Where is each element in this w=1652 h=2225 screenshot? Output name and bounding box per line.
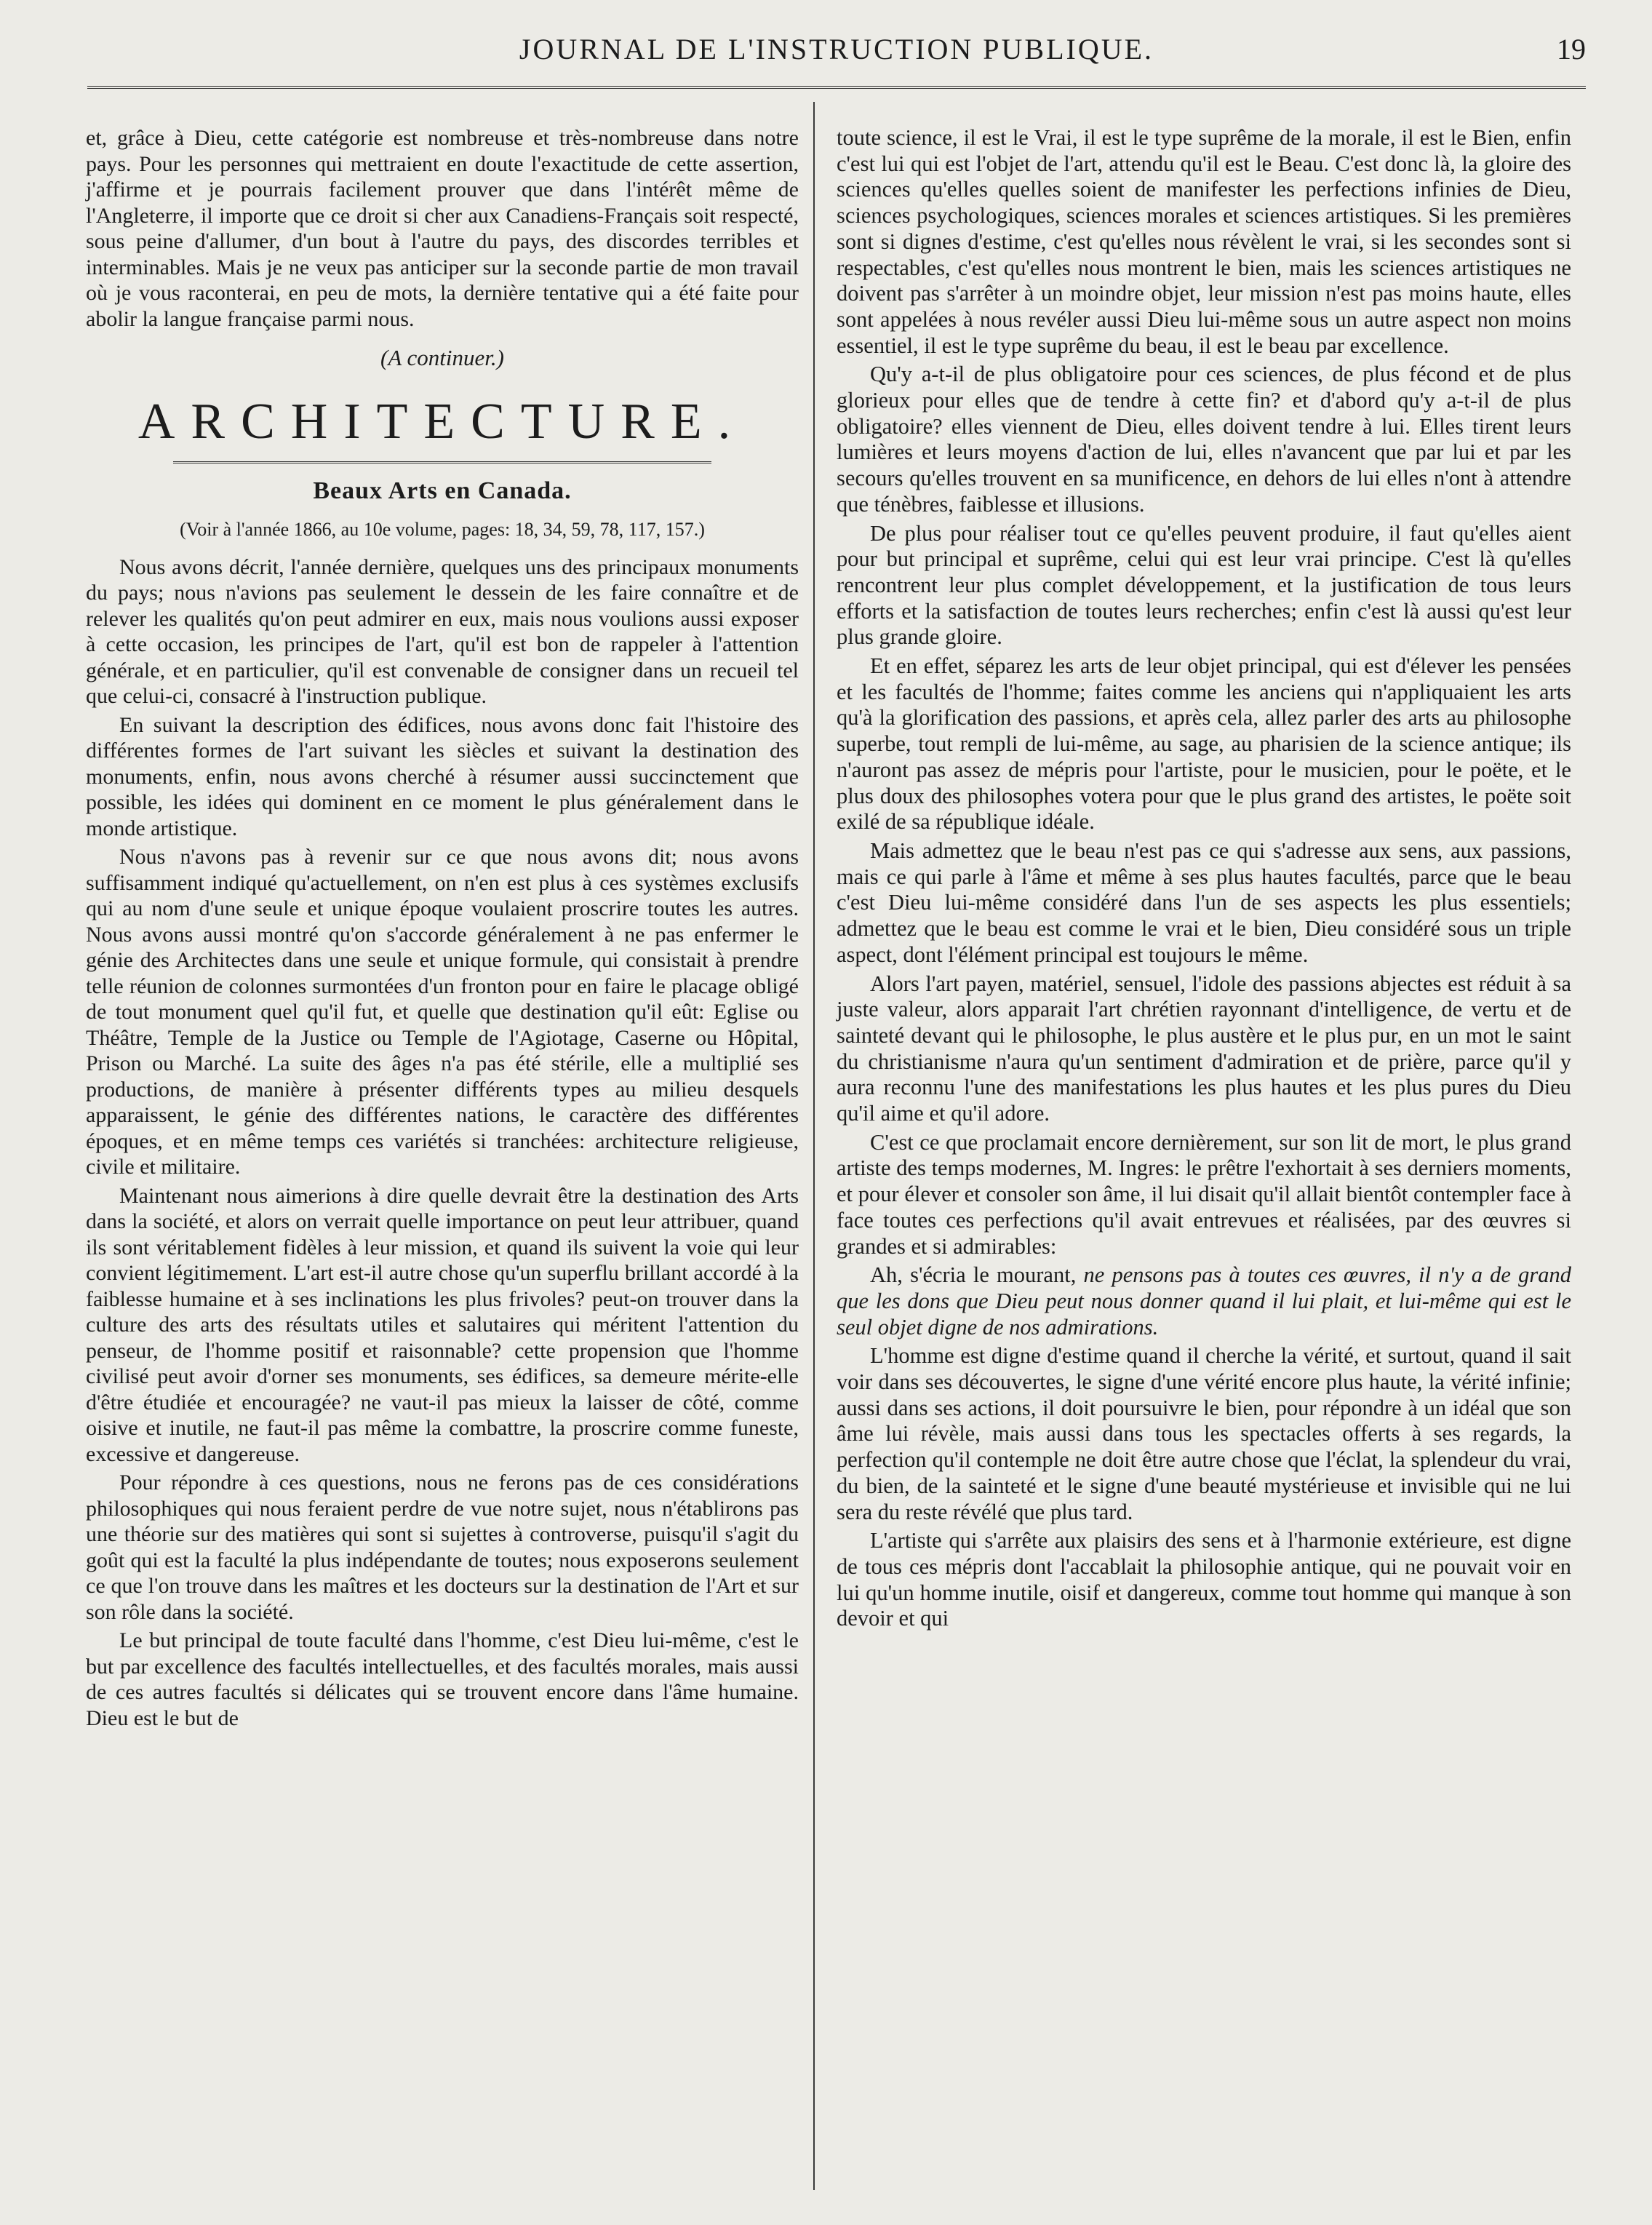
article-paragraph: Qu'y a-t-il de plus obligatoire pour ces sciences, de plus fécond et de plus glorieux pour elles que de tendre à cette fin? et d'abord qu'y a-t-il de plus obligatoire? elles viennent de Dieu, elles doivent tendre à lui. Elles tirent leurs lumières et leurs moyens d'action de lui, elles n'avancent que par lui et par les secours qu'elles trouvent en sa munificence, en dehors de lui elles n'ont à attendre que ténèbres, faiblesse et illusions. xyxy=(837,362,1571,517)
section-title: ARCHITECTURE. xyxy=(137,393,747,450)
continuation-note: (A continuer.) xyxy=(380,345,504,370)
quote-lead: Ah, s'écria le mourant, xyxy=(870,1262,1077,1288)
article-paragraph: Pour répondre à ces questions, nous ne ferons pas de ces considérations philosophiques qui nous feraient perdre de vue notre sujet, nous n'établirons pas une théorie sur des matières qui sont si sujettes à controverse, puisqu'il s'agit du goût qui est la faculté la plus indépendante de toutes; nous exposerons seulement ce que l'on trouve dans les maîtres et les docteurs sur la destination de l'Art et sur son rôle dans la société. xyxy=(86,1470,799,1624)
article-paragraph: Nous n'avons pas à revenir sur ce que nous avons dit; nous avons suffisamment indiqué qu'actuellement, on n'en est plus à ces systèmes exclusifs qui au nom d'une seule et unique époque voulaient proscrire toutes les autres. Nous avons aussi montré qu'on s'accorde généralement à ne pas enfermer le génie des Architectes dans une seule et unique formule, qui consistait à prendre telle réunion de colonnes surmontées d'un fronton pour en faire le placage obligé de tout monument quel qu'il fut, et quelle que destination qu'il eût: Eglise ou Théâtre, Temple de la Justice ou Temple de l'Agiotage, Caserne ou Hôpital, Prison ou Marché. La suite des âges n'a pas été stérile, elle a multiplié ses productions, de manière à présenter différents types au milieu desquels apparaissent, le génie des différentes nations, le caractère des différentes époques, et en même temps ces variétés si tranchées: architecture religieuse, civile et militaire. xyxy=(86,845,799,1179)
article-paragraph: L'artiste qui s'arrête aux plaisirs des sens et à l'harmonie extérieure, est digne de tous ces mépris dont l'accablait la philosophie antique, qui ne pouvait voir en lui qu'un homme inutile, oisif et dangereux, comme tout homme qui manque à son devoir et qui xyxy=(837,1528,1571,1631)
page-number: 19 xyxy=(1557,33,1586,65)
article-paragraph: toute science, il est le Vrai, il est le type suprême de la morale, il est le Bien, enfin c'est lui qui est l'objet de l'art, attendu qu'il est le Beau. C'est donc là, la gloire des sciences qu'elles quelles soient de manifester les perfections infinies de Dieu, sciences psychologiques, sciences morales et sciences artistiques. Si les premières sont si dignes d'estime, c'est qu'elles nous révèlent le vrai, si les secondes sont si respectables, c'est qu'elles nous montrent le bien, mais les sciences artistiques ne doivent pas s'arrêter à un moindre objet, leur mission n'est pas moins haute, elles sont appelées à nous revéler aussi Dieu lui-même sous un autre aspect non moins essentiel, il est le type suprême du beau, il est le beau par excellence. xyxy=(837,125,1571,358)
article-paragraph: De plus pour réaliser tout ce qu'elles peuvent produire, il faut qu'elles aient pour but principal et suprême, celui qui est leur vrai principe. C'est là qu'elles rencontrent leur plus complet développement, et la justification de tous leurs efforts et la satisfaction de toutes leurs recherches; enfin c'est là aussi qu'est leur plus grande gloire. xyxy=(837,520,1571,650)
quote-italic: ne pensons pas à toutes ces œuvres, il n'y a de grand que les dons que Dieu peut nous donner quand il lui plait, et lui-même qui est le seul objet digne de nos admirations. xyxy=(837,1262,1572,1340)
article-paragraph: C'est ce que proclamait encore dernièrement, sur son lit de mort, le plus grand artiste des temps modernes, M. Ingres: le prêtre l'exhortait à ses derniers moments, et pour élever et consoler son âme, il lui disait qu'il allait bientôt contempler face à face toutes ces perfections qu'il avait entrevues et réalisées, par des œuvres si grandes et si admirables: xyxy=(837,1129,1571,1259)
article-paragraph: Et en effet, séparez les arts de leur objet principal, qui est d'élever les pensées et les facultés de l'homme; faites comme les anciens qui n'appliquaient les arts qu'à la glorification des passions, et après cela, allez parler des arts au philosophe superbe, tout rempli de lui-même, au sage, au pharisien de la science antique; ils n'auront pas assez de mépris pour l'artiste, pour le musicien, pour le poëte, et le plus doux des philosophes votera pour que le plus grand des artistes, le poëte soit exilé de sa république idéale. xyxy=(837,653,1571,835)
article-paragraph: Nous avons décrit, l'année dernière, quelques uns des principaux monuments du pays; nous n'avions pas seulement le dessein de les faire connaître et de relever les qualités qu'on peut admirer en eux, mais nous voulions aussi exposer à cette occasion, les principes de l'art, qu'il est bon de rappeler à l'attention générale, et en particulier, qu'il est convenable de consigner dans un recueil tel que celui-ci, consacré à l'instruction publique. xyxy=(86,554,799,708)
article-paragraph: L'homme est digne d'estime quand il cherche la vérité, et surtout, quand il sait voir dans ses découvertes, le signe d'une vérité encore plus haute, la vérité infinie; aussi dans ses actions, il doit poursuivre le bien, pour répondre à un idéal que son âme lui révèle, mais aussi dans tous les spectacles offerts à ses regards, la perfection qu'il contemple ne doit être autre chose que l'éclat, la splendeur du vrai, du bien, de la sainteté et le signe d'une beauté mystérieuse et invisible qui ne lui sera du reste révélé que plus tard. xyxy=(837,1343,1571,1524)
article-paragraph: Maintenant nous aimerions à dire quelle devrait être la destination des Arts dans la société, et alors on verrait quelle importance on peut leur attribuer, quand ils sont véritablement fidèles à leur mission, et quand ils suivent la voie qui leur convient légitimement. L'art est-il autre chose qu'un superflu brillant accordé à la faiblesse humaine et à ses inclinations les plus frivoles? peut-on trouver dans la culture des arts des résultats utiles et salutaires qui méritent l'attention du penseur, de l'homme positif et raisonnable? cette propension que l'homme civilisé peut avoir d'orner ses monuments, ses édifices, sa demeure mérite-elle d'être étudiée et encouragée? ne vaut-il pas mieux la laisser de côté, comme oisive et inutile, ne faut-il pas même la combattre, la proscrire comme funeste, excessive et dangereuse. xyxy=(86,1183,799,1466)
header-rule xyxy=(87,86,1586,89)
continued-paragraph: et, grâce à Dieu, cette catégorie est nombreuse et très-nombreuse dans notre pays. Pour les personnes qui mettraient en doute l'exactitude de cette assertion, j'affirme et je pourrais facilement prouver que dans l'intérêt même de l'Angleterre, il importe que ce droit si cher aux Canadiens-Français soit respecté, sous peine d'allumer, d'un bout à l'autre du pays, des discordes terribles et interminables. Mais je ne veux pas anticiper sur la seconde partie de mon travail où je vous raconterai, en peu de mots, la dernière tentative qui a été faite pour abolir la langue française parmi nous. xyxy=(86,126,799,331)
left-column xyxy=(86,125,799,1734)
title-rule xyxy=(173,461,711,463)
article-paragraph: Le but principal de toute faculté dans l'homme, c'est Dieu lui-même, c'est le but par excellence des facultés intellectuelles, et des facultés morales, mais aussi de ces autres facultés si délicates qui se trouvent encore dans l'âme humaine. Dieu est le but de xyxy=(86,1628,799,1730)
article-subtitle: Beaux Arts en Canada. xyxy=(313,477,572,504)
article-reference: (Voir à l'année 1866, au 10e volume, pages: 18, 34, 59, 78, 117, 157.) xyxy=(180,519,705,540)
article-paragraph: Alors l'art payen, matériel, sensuel, l'idole des passions abjectes est réduit à sa juste valeur, alors apparait l'art chrétien rayonnant d'intelligence, de vertu et de sainteté devant qui le philosophe, le plus austère et le plus pur, en un mot le saint du christianisme n'aura qu'un sentiment d'admiration et de prière, parce qu'il y aura reconnu l'une des manifestations les plus hautes et les plus pures du Dieu qu'il aime et qu'il adore. xyxy=(837,971,1571,1126)
quote-paragraph xyxy=(837,1262,1571,1340)
article-paragraph: En suivant la description des édifices, nous avons donc fait l'histoire des différentes formes de l'art suivant les siècles et suivant la destination des monuments, enfin, nous avons cherché à résumer aussi succinctement que possible, les idées qui dominent en ce moment le plus généralement dans le monde artistique. xyxy=(86,712,799,840)
page-header xyxy=(87,32,1586,76)
right-column xyxy=(837,125,1571,1635)
running-title: JOURNAL DE L'INSTRUCTION PUBLIQUE. xyxy=(519,33,1154,65)
article-paragraph: Mais admettez que le beau n'est pas ce qui s'adresse aux sens, aux passions, mais ce qui parle à l'âme et même à ses plus hautes facultés, parce que le beau c'est Dieu lui-même considéré dans l'un de ses aspects les plus essentiels; admettez que le beau est comme le vrai et le bien, Dieu considéré sous un triple aspect, dont l'élément principal est toujours le même. xyxy=(837,837,1571,967)
column-divider xyxy=(813,102,815,2190)
